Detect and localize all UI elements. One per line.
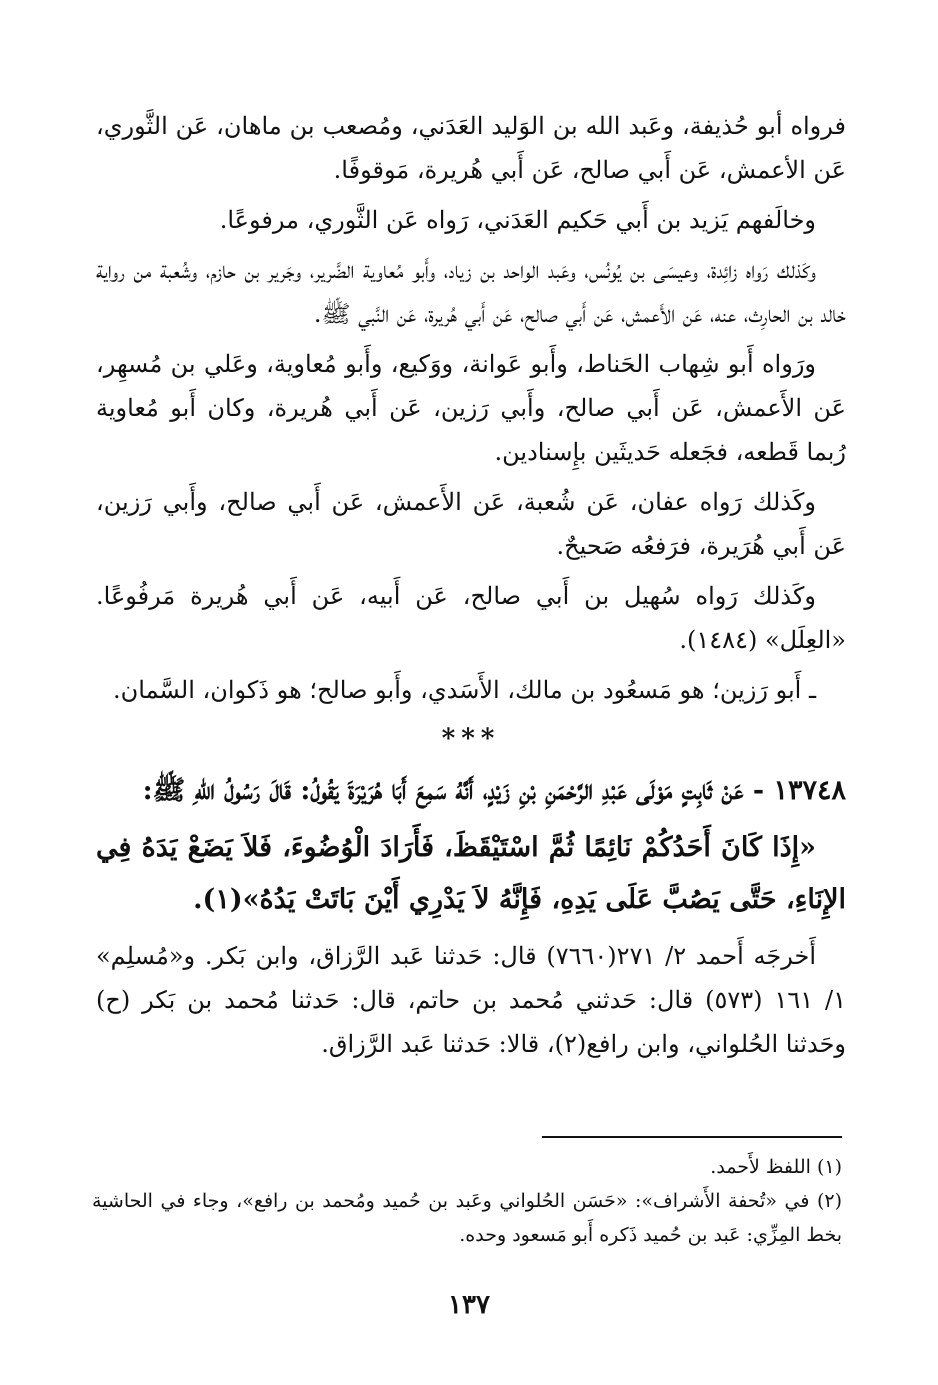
section-separator: *** xyxy=(441,724,501,754)
paragraph-2: وخالَفهم يَزيد بن أَبي حَكيم العَدَني، رَواه عَن الثَّوري، مرفوعًا. xyxy=(219,206,816,234)
paragraph-1: فرواه أبو حُذيفة، وعَبد الله بن الوَليد العَدَني، ومُصعب بن ماهان، عَن الثَّوري، عَن الأعمش، عَن أَبي صالح، عَن أَبي هُريرة، مَوقوفًا. xyxy=(96,112,846,184)
paragraph-5: وكَذلك رَواه عفان، عَن شُعبة، عَن الأَعمش، عَن أَبي صالح، وأَبي رَزين، عَن أَبي هُرَيرة، فرَفعُه صَحيحٌ. xyxy=(96,488,846,560)
footnote-divider xyxy=(542,1136,842,1138)
paragraph-6: وكَذلك رَواه سُهيل بن أَبي صالح، عَن أَبيه، عَن أَبي هُريرة مَرفُوعًا. «العِلَل» (١٤٨٤). xyxy=(96,582,846,654)
page-number: ١٣٧ xyxy=(448,1290,490,1320)
hadith-heading: ١٣٧٤٨ - عَنْ ثَابِتٍ مَوْلَى عَبْدِ الرَّحْمَنِ بْنِ زَيْدٍ، أَنَّهُ سَمِعَ أَبَا هُرَيْرَةَ يَقُولُ: قَالَ رَسُولُ اللهِ ﷺ: xyxy=(142,775,846,806)
paragraph-4: ورَواه أَبو شِهاب الحَناط، وأَبو عَوانة، ووَكيع، وأَبو مُعاوية، وعَلي بن مُسهِر، عَن الأَعمش، عَن أَبي صالح، وأَبي رَزين، عَن أَبي هُريرة، وكان أَبو مُعاوية رُبما قَطعه، فجَعله حَديثَين بإِسنادين. xyxy=(96,350,846,466)
hadith-text: «إِذَا كَانَ أَحَدُكُمْ نَائِمًا ثُمَّ اسْتَيْقَظَ، فَأَرَادَ الْوُضُوءَ، فَلاَ يَضَعْ يَدَهُ فِي الإِنَاءِ، حَتَّى يَصُبَّ عَلَى يَدِهِ، فَإِنَّهُ لاَ يَدْرِي أَيْنَ بَاتَتْ يَدُهُ»(١). xyxy=(96,832,846,915)
paragraph-7: ـ أَبو رَزين؛ هو مَسعُود بن مالك، الأَسَدي، وأَبو صالح؛ هو ذَكوان، السَّمان. xyxy=(113,676,816,704)
footnotes xyxy=(92,1150,842,1252)
page-body xyxy=(96,104,846,1066)
hadith-takhrij: أَخرجَه أَحمد ٢/ ٢٧١(٧٦٦٠) قال: حَدثنا عَبد الرَّزاق، وابن بَكر. و«مُسلِم» ١/ ١٦١ (٥٧٣) قال: حَدثني مُحمد بن حاتم، قال: حَدثنا مُحمد بن بَكر (ح) وحَدثنا الحُلواني، وابن رافع(٢)، قالا: حَدثنا عَبد الرَّزاق. xyxy=(96,942,847,1058)
paragraph-3: وكَذلك رَواه زائِدة، وعيسَى بن يُونُس، وعَبد الواحد بن زياد، وأَبو مُعاوية الضَّرير، وجَرير بن حازم، وشُعبة من رواية خالد بن الحارِث، عنه، عَن الأَعمش، عَن أَبي صالح، عَن أَبي هُريرة، عَن النَّبي ﷺ. xyxy=(96,256,846,328)
footnote-2: (٢) في «تُحفة الأَشراف»: «حَسَن الحُلواني وعَبد بن حُميد ومُحمد بن رافع»، وجاء في الحاشية بخط المِزِّي: عَبد بن حُميد ذَكره أَبو مَسعود وحده. xyxy=(92,1190,842,1246)
footnote-1: (١) اللفظ لأَحمد. xyxy=(710,1156,842,1178)
